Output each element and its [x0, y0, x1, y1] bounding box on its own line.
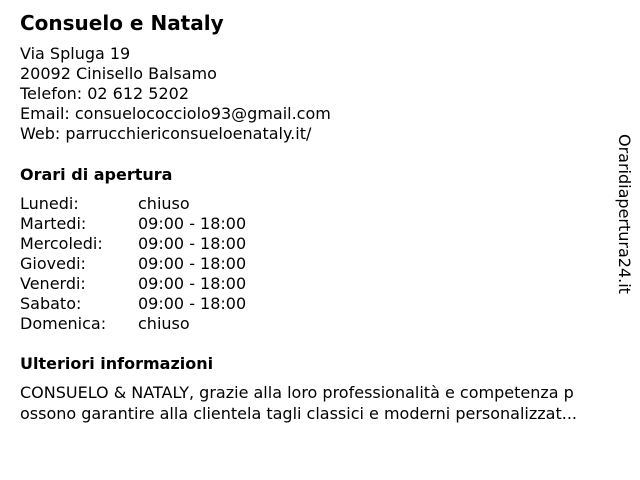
hours-value: 09:00 - 18:00: [138, 274, 247, 293]
business-name: Consuelo e Nataly: [20, 11, 224, 35]
phone-text[interactable]: Telefon: 02 612 5202: [20, 84, 190, 103]
site-watermark: Oraridiapertura24.it: [615, 134, 634, 294]
hours-row-saturday: [20, 294, 620, 314]
hours-value: 09:00 - 18:00: [138, 294, 247, 313]
hours-value: 09:00 - 18:00: [138, 234, 247, 253]
hours-value: chiuso: [138, 194, 190, 213]
info-heading: Ulteriori informazioni: [20, 354, 214, 373]
hours-row-monday: [20, 194, 620, 214]
website-text[interactable]: Web: parrucchiericonsueloenataly.it/: [20, 124, 312, 143]
hours-row-tuesday: [20, 214, 620, 234]
day-label: Martedi:: [20, 214, 87, 233]
hours-row-thursday: [20, 254, 620, 274]
email-text[interactable]: Email: consuelococciolo93@gmail.com: [20, 104, 331, 123]
day-label: Lunedi:: [20, 194, 79, 213]
address-city: 20092 Cinisello Balsamo: [20, 64, 217, 83]
info-line-2: ossono garantire alla clientela tagli classici e moderni personalizzat...: [20, 404, 577, 423]
info-line-1: CONSUELO & NATALY, grazie alla loro professionalità e competenza p: [20, 383, 574, 402]
address-street: Via Spluga 19: [20, 44, 131, 63]
hours-value: 09:00 - 18:00: [138, 254, 247, 273]
hours-value: 09:00 - 18:00: [138, 214, 247, 233]
hours-row-sunday: [20, 314, 620, 334]
day-label: Mercoledi:: [20, 234, 103, 253]
day-label: Sabato:: [20, 294, 82, 313]
contact-block: [20, 44, 620, 144]
day-label: Giovedi:: [20, 254, 86, 273]
hours-heading: Orari di apertura: [20, 165, 173, 184]
info-description: [20, 382, 620, 424]
hours-row-wednesday: [20, 234, 620, 254]
opening-hours-table: [20, 194, 620, 334]
hours-row-friday: [20, 274, 620, 294]
hours-value: chiuso: [138, 314, 190, 333]
day-label: Domenica:: [20, 314, 107, 333]
business-card: [20, 10, 620, 424]
day-label: Venerdi:: [20, 274, 86, 293]
